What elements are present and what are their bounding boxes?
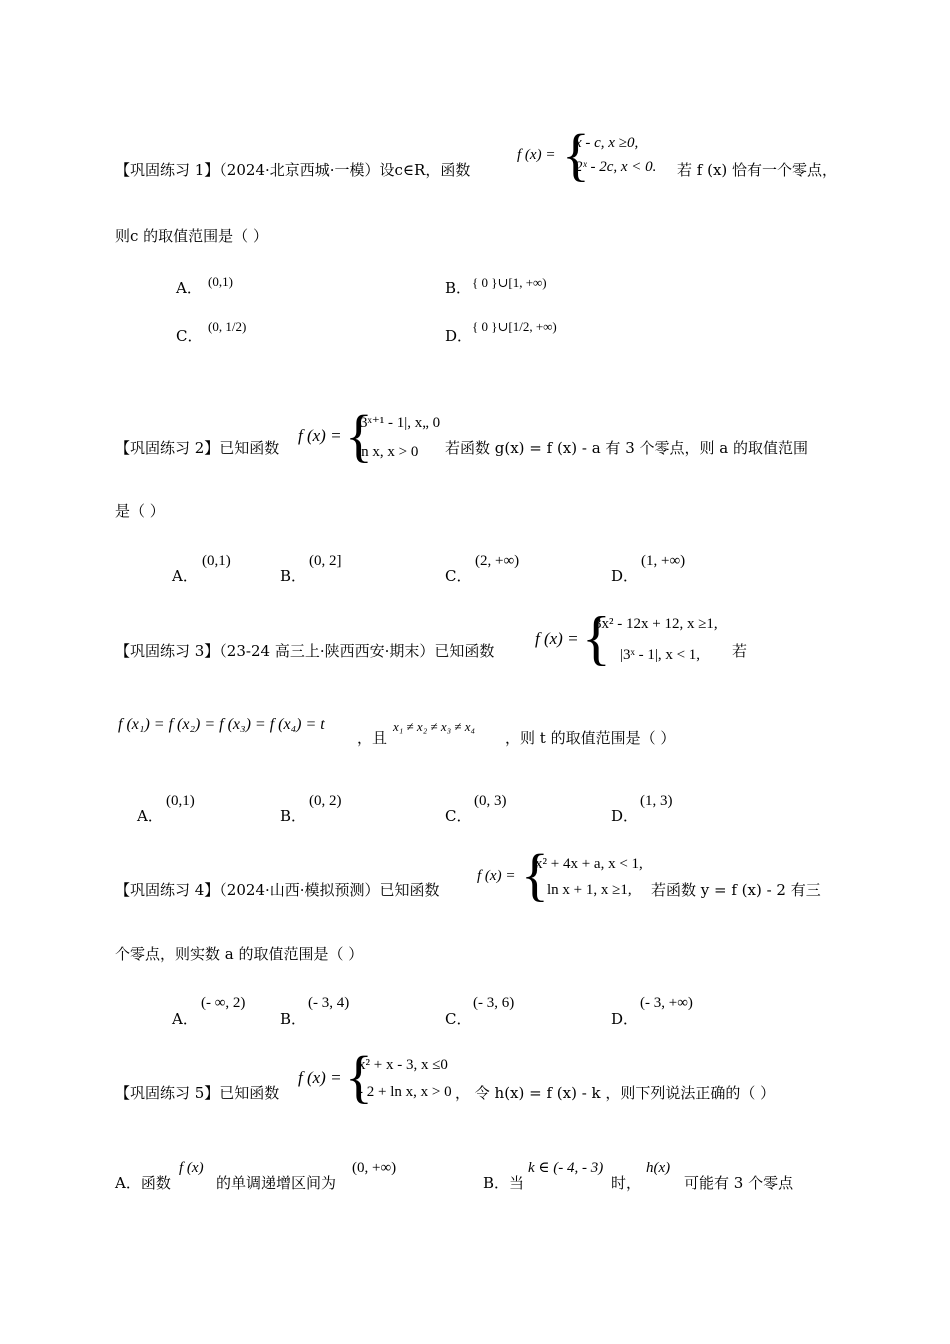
q2-option-b[interactable] bbox=[280, 568, 306, 585]
q2-option-c-value: (2, +∞) bbox=[475, 553, 520, 569]
q3-option-c[interactable] bbox=[445, 808, 471, 825]
q4-option-d-label: D． bbox=[611, 1010, 639, 1028]
q2-option-d[interactable] bbox=[611, 568, 638, 585]
q2-line2: 是（ ） bbox=[115, 502, 165, 520]
q1-case1: x - c, x ≥0, bbox=[575, 135, 639, 151]
q4-brace: { bbox=[521, 842, 549, 907]
q5-case2: - 2 + ln x, x > 0 bbox=[358, 1084, 452, 1100]
q3-option-a[interactable] bbox=[137, 808, 163, 825]
q5-f-lhs: f (x) = bbox=[298, 1068, 342, 1087]
q3-case1: 3x² - 12x + 12, x ≥1, bbox=[594, 616, 718, 632]
q5-header: 【巩固练习 5】已知函数 bbox=[115, 1084, 280, 1102]
q3-condition: x₁ ≠ x₂ ≠ x₃ ≠ x₄ bbox=[393, 719, 476, 734]
q5-case1: x² + x - 3, x ≤0 bbox=[358, 1057, 448, 1073]
q2-case1: |3ˣ⁺¹ - 1|, x„ 0 bbox=[357, 415, 441, 431]
q2-option-a-value: (0,1) bbox=[202, 553, 231, 569]
q4-option-a[interactable] bbox=[172, 1011, 198, 1028]
q2-option-d-value: (1, +∞) bbox=[641, 553, 686, 569]
q1-header: 【巩固练习 1】（2024·北京西城·一模）设c∈R，函数 bbox=[115, 161, 471, 179]
q5-option-a-value: (0, +∞) bbox=[352, 1160, 397, 1176]
q4-option-d[interactable] bbox=[611, 1011, 638, 1028]
q4-option-d-value: (- 3, +∞) bbox=[640, 995, 693, 1011]
q4-option-b[interactable] bbox=[280, 1011, 306, 1028]
q1-option-a-label: A． bbox=[176, 279, 202, 297]
q3-option-c-value: (0, 3) bbox=[474, 793, 507, 809]
q1-option-b[interactable] bbox=[445, 280, 471, 297]
q2-option-a[interactable] bbox=[172, 568, 198, 585]
q3-header: 【巩固练习 3】（23-24 高三上·陕西西安·期末）已知函数 bbox=[115, 642, 495, 660]
q5-option-b-condition: k ∈ (- 4, - 3) bbox=[528, 1160, 604, 1176]
q1-option-c-label: C． bbox=[176, 327, 203, 345]
q3-option-d[interactable] bbox=[611, 808, 638, 825]
q3-option-d-value: (1, 3) bbox=[640, 793, 673, 809]
q2-option-c[interactable] bbox=[445, 568, 471, 585]
q2-option-d-label: D． bbox=[611, 567, 639, 585]
q3-option-a-value: (0,1) bbox=[166, 793, 195, 809]
q1-option-d[interactable] bbox=[445, 328, 472, 345]
q4-option-a-value: (- ∞, 2) bbox=[201, 995, 246, 1011]
q3-option-d-label: D． bbox=[611, 807, 639, 825]
q1-case2: 2ˣ - 2c, x < 0. bbox=[575, 159, 657, 175]
q4-case1: x² + 4x + a, x < 1, bbox=[535, 856, 643, 872]
q4-line2: 个零点，则实数 a 的取值范围是（ ） bbox=[115, 945, 364, 963]
q2-option-b-value: (0, 2] bbox=[309, 553, 342, 569]
q1-tail: 若 f (x) 恰有一个零点， bbox=[677, 161, 838, 179]
q5-brace: { bbox=[345, 1044, 373, 1109]
q4-f-lhs: f (x) = bbox=[477, 868, 516, 884]
q4-option-c[interactable] bbox=[445, 1011, 471, 1028]
q5-tail: ， 令 h(x) = f (x) - k ，则下列说法正确的（ ） bbox=[455, 1084, 776, 1102]
q2-option-b-label: B． bbox=[280, 567, 307, 585]
q1-option-d-value: { 0 }∪[1/2, +∞) bbox=[472, 319, 557, 334]
q1-line2: 则c 的取值范围是（ ） bbox=[115, 227, 268, 245]
q4-option-b-value: (- 3, 4) bbox=[308, 995, 350, 1011]
q3-f-lhs: f (x) = bbox=[535, 629, 579, 648]
q4-case2: ln x + 1, x ≥1, bbox=[547, 882, 632, 898]
q1-option-d-label: D． bbox=[445, 327, 473, 345]
q5-option-a-label: A．函数 bbox=[115, 1174, 171, 1192]
q4-tail: 若函数 y = f (x) - 2 有三 bbox=[651, 881, 821, 899]
q4-option-a-label: A． bbox=[172, 1010, 198, 1028]
q4-option-b-label: B． bbox=[280, 1010, 307, 1028]
q1-f-lhs: f (x) = bbox=[517, 147, 556, 163]
q1-brace: { bbox=[562, 122, 590, 187]
q4-option-c-label: C． bbox=[445, 1010, 472, 1028]
q4-option-c-value: (- 3, 6) bbox=[473, 995, 515, 1011]
q3-option-c-label: C． bbox=[445, 807, 472, 825]
q5-option-b-h: h(x) bbox=[646, 1160, 671, 1176]
q5-option-b-label: B．当 bbox=[483, 1174, 525, 1192]
q3-option-b[interactable] bbox=[280, 808, 306, 825]
q2-header: 【巩固练习 2】已知函数 bbox=[115, 439, 280, 457]
q1-option-c-value: (0, 1/2) bbox=[208, 319, 247, 334]
q1-option-a[interactable] bbox=[176, 280, 202, 297]
q3-line2-tail: ，则 t 的取值范围是（ ） bbox=[505, 729, 676, 747]
q5-option-b-text: 可能有 3 个零点 bbox=[684, 1174, 794, 1192]
q1-option-b-label: B． bbox=[445, 279, 472, 297]
q2-tail: 若函数 g(x) = f (x) - a 有 3 个零点，则 a 的取值范围 bbox=[445, 439, 808, 457]
q5-option-a-f: f (x) bbox=[179, 1160, 204, 1176]
q3-option-a-label: A． bbox=[137, 807, 163, 825]
q2-case2: ln x, x > 0 bbox=[357, 444, 419, 460]
q3-option-b-label: B． bbox=[280, 807, 307, 825]
q3-brace: { bbox=[582, 605, 611, 671]
q2-option-a-label: A． bbox=[172, 567, 198, 585]
q1-option-c[interactable] bbox=[176, 328, 202, 345]
q3-equation: f (x₁) = f (x₂) = f (x₃) = f (x₄) = t bbox=[118, 716, 325, 733]
q3-tail: 若 bbox=[732, 642, 748, 660]
q3-and: ，且 bbox=[357, 729, 388, 747]
q2-brace: { bbox=[345, 403, 373, 468]
q5-option-b-mid: 时， bbox=[611, 1174, 642, 1192]
q3-case2: |3ˣ - 1|, x < 1, bbox=[620, 647, 701, 663]
q1-option-a-value: (0,1) bbox=[208, 274, 233, 289]
q5-option-a-text: 的单调递增区间为 bbox=[216, 1174, 337, 1192]
q1-option-b-value: { 0 }∪[1, +∞) bbox=[472, 275, 547, 290]
q4-header: 【巩固练习 4】（2024·山西·模拟预测）已知函数 bbox=[115, 881, 440, 899]
q2-f-lhs: f (x) = bbox=[298, 426, 342, 445]
q3-option-b-value: (0, 2) bbox=[309, 793, 342, 809]
q2-option-c-label: C． bbox=[445, 567, 472, 585]
